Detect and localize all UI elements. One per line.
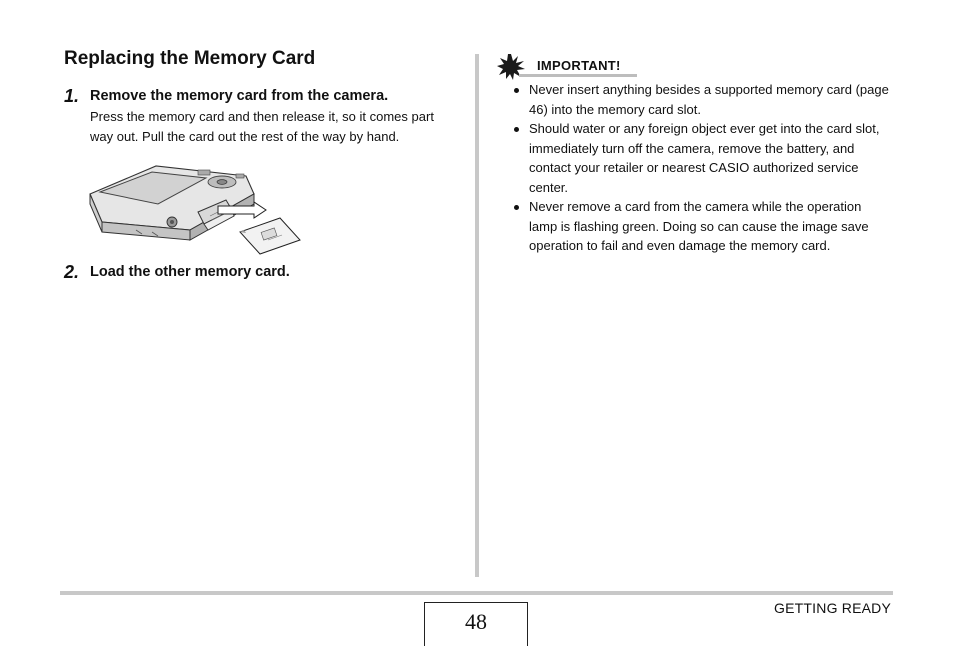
list-item: Never remove a card from the camera while the operation lamp is flashing green. Doing so can cause the image save operation to fail and even damage the memory card. [497,197,891,256]
step-number: 1. [64,86,80,106]
list-item: Should water or any foreign object ever get into the card slot, immediately turn off the camera, remove the battery, and contact your retailer or nearest CASIO authorized service center. [497,119,891,197]
footer-section-name: GETTING READY [774,600,891,616]
step-1 [64,86,464,146]
important-label: IMPORTANT! [537,58,621,73]
step-number: 2. [64,262,80,282]
important-notice [497,54,897,256]
section-title: Replacing the Memory Card [64,48,316,69]
important-underline [519,74,637,77]
list-item: Never insert anything besides a supported memory card (page 46) into the memory card slot. [497,80,891,119]
step-heading: Load the other memory card. [90,264,290,280]
column-divider [475,54,479,577]
step-body: Press the memory card and then release it, so it comes part way out. Pull the card out the rest of the way by hand. [90,109,434,144]
step-heading: Remove the memory card from the camera. [90,88,389,104]
important-header [497,54,897,78]
footer-divider [60,591,893,595]
step-2 [64,262,490,282]
left-column [64,46,464,282]
camera-card-removal-illustration [86,160,316,260]
page-number: 48 [424,602,528,646]
important-list [497,80,897,256]
